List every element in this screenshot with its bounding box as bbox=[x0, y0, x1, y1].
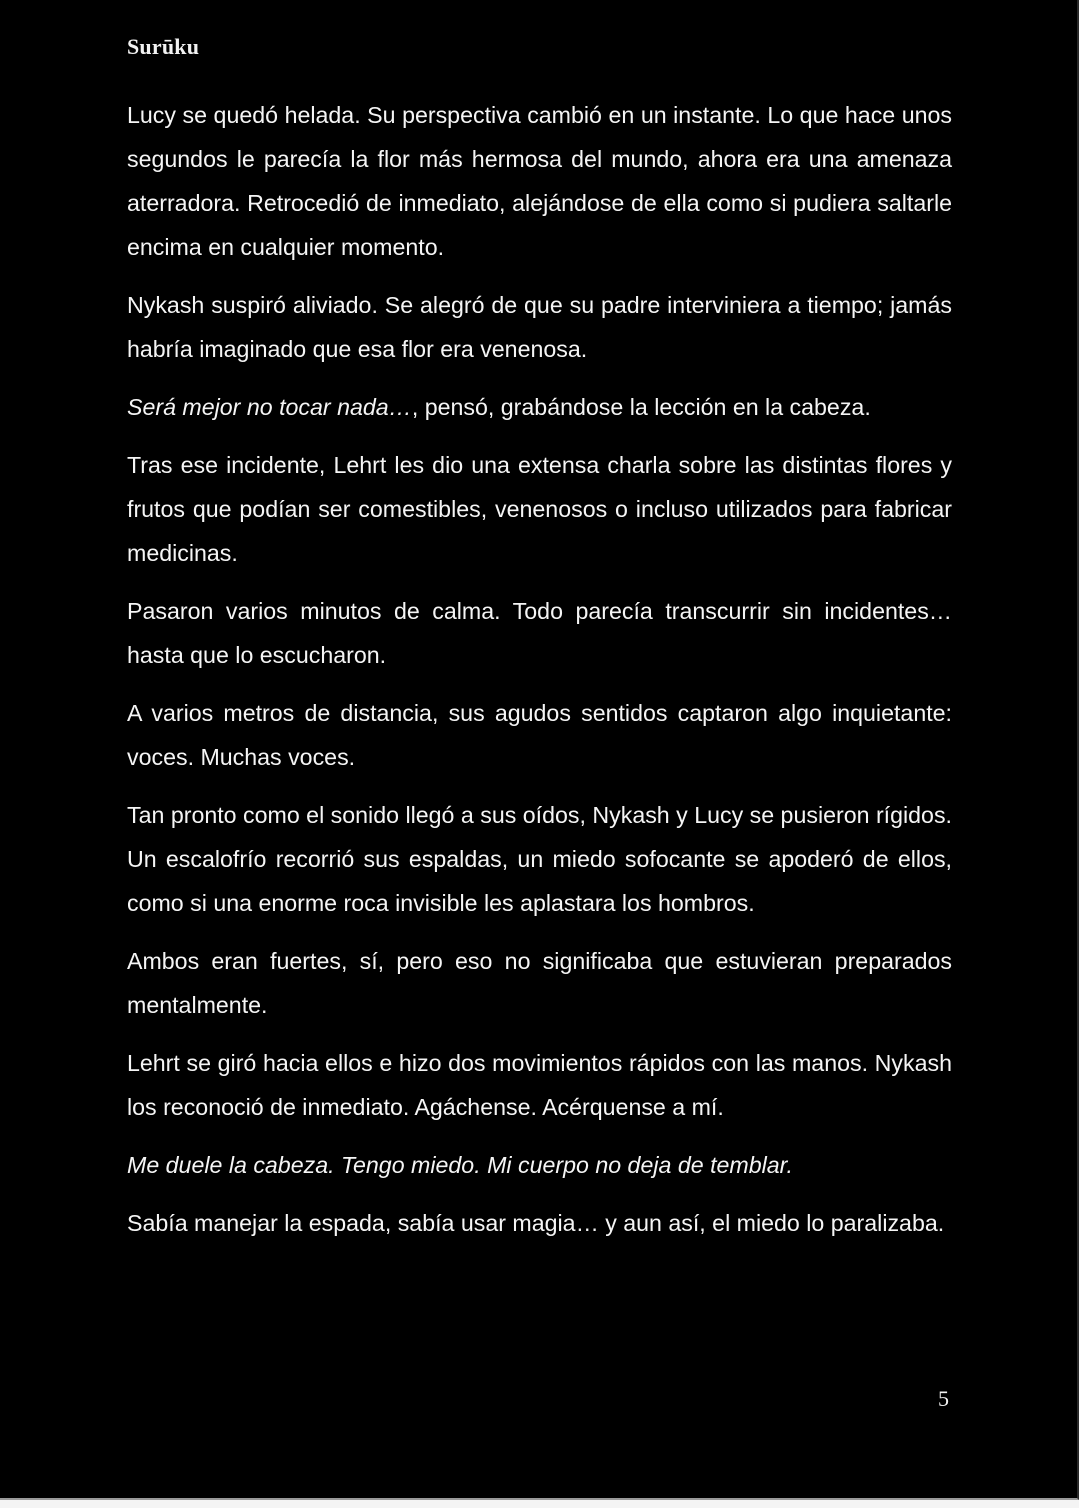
paragraph-text: , pensó, grabándose la lección en la cabeza. bbox=[411, 394, 871, 420]
paragraph: Ambos eran fuertes, sí, pero eso no significaba que estuvieran preparados mentalmente. bbox=[127, 948, 952, 1018]
paragraph: Sabía manejar la espada, sabía usar magia… y aun así, el miedo lo paralizaba. bbox=[127, 1210, 945, 1236]
inner-thought: Será mejor no tocar nada… bbox=[127, 394, 412, 420]
paragraph: Pasaron varios minutos de calma. Todo parecía transcurrir sin incidentes… hasta que lo escucharon. bbox=[127, 598, 952, 668]
paragraph: Nykash suspiró aliviado. Se alegró de que su padre interviniera a tiempo; jamás habría imaginado que esa flor era venenosa. bbox=[127, 292, 952, 362]
paragraph: Lucy se quedó helada. Su perspectiva cambió en un instante. Lo que hace unos segundos le parecía la flor más hermosa del mundo, ahora era una amenaza aterradora. Retrocedió de inmediato, alejándose de ella como si pudiera saltarle encima en cualquier momento. bbox=[127, 102, 952, 260]
paragraph bbox=[127, 1143, 952, 1187]
body-text bbox=[127, 93, 952, 1259]
inner-thought: Me duele la cabeza. Tengo miedo. Mi cuerpo no deja de temblar. bbox=[127, 1152, 793, 1178]
paragraph: Tras ese incidente, Lehrt les dio una extensa charla sobre las distintas flores y frutos que podían ser comestibles, venenosos o incluso utilizados para fabricar medicinas. bbox=[127, 452, 952, 566]
paragraph: Tan pronto como el sonido llegó a sus oídos, Nykash y Lucy se pusieron rígidos. Un escalofrío recorrió sus espaldas, un miedo sofocante se apoderó de ellos, como si una enorme roca invisible les aplastara los hombros. bbox=[127, 802, 952, 916]
page-number: 5 bbox=[938, 1386, 949, 1411]
paragraph bbox=[127, 385, 952, 429]
running-title: Surūku bbox=[127, 34, 200, 59]
paragraph: A varios metros de distancia, sus agudos sentidos captaron algo inquietante: voces. Muchas voces. bbox=[127, 700, 952, 770]
paragraph: Lehrt se giró hacia ellos e hizo dos movimientos rápidos con las manos. Nykash los reconoció de inmediato. Agáchense. Acérquense a mí. bbox=[127, 1050, 952, 1120]
